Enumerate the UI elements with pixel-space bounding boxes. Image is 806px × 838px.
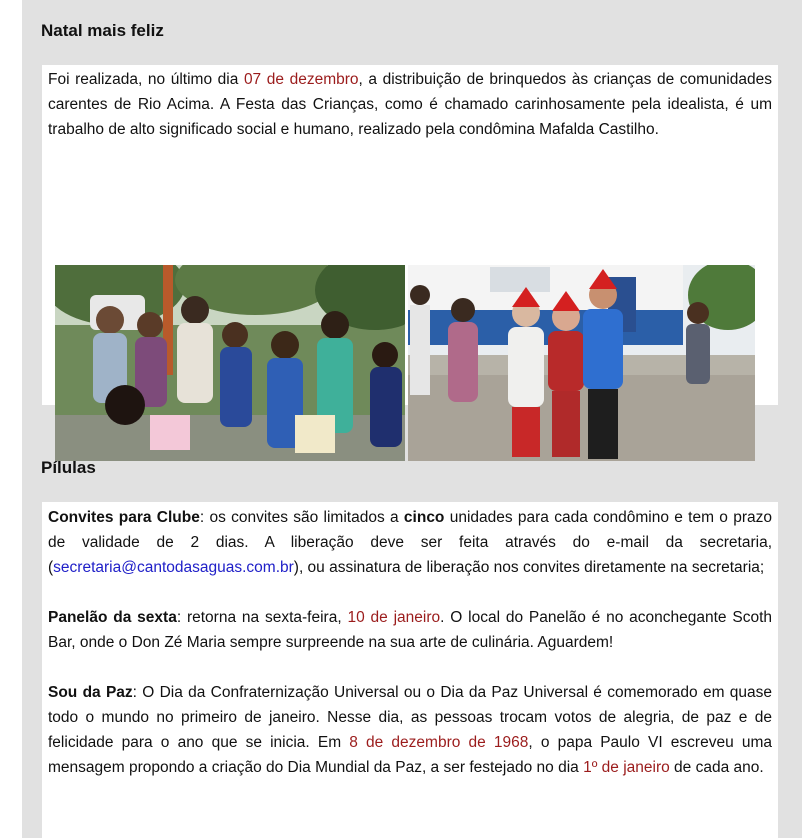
email-link[interactable]: secretaria@cantodasaguas.com.br bbox=[53, 559, 294, 576]
newsletter-page bbox=[22, 0, 802, 838]
panelao-date: 10 de janeiro bbox=[347, 609, 441, 626]
photo-santa-hats-image bbox=[408, 265, 755, 461]
photo-children-toys bbox=[55, 265, 405, 461]
paz-label: Sou da Paz bbox=[48, 684, 133, 701]
pilulas-box bbox=[42, 502, 778, 838]
natal-photos bbox=[55, 265, 755, 461]
section-title-natal: Natal mais feliz bbox=[41, 21, 164, 40]
section-title-pilulas: Pílulas bbox=[41, 458, 96, 477]
convites-label: Convites para Clube bbox=[48, 509, 200, 526]
pilula-panelao: Panelão da sexta: retorna na sexta-feira, 10 de janeiro. O local do Panelão é no aconchegante Scoth Bar, onde o Don Zé Maria sempre surpreende na sua arte de culinária. Aguardem! bbox=[48, 609, 772, 651]
photo-santa-hats bbox=[408, 265, 755, 461]
panelao-label: Panelão da sexta bbox=[48, 609, 177, 626]
natal-article-box bbox=[42, 65, 778, 405]
pilula-convites: Convites para Clube: os convites são limitados a cinco unidades para cada condômino e tem o prazo de validade de 2 dias. A liberação deve ser feita através do e-mail da secretaria, (secretaria@cantodasaguas.com.br), ou assinatura de liberação nos convites diretamente na secretaria; bbox=[48, 509, 772, 576]
photo-children-toys-image bbox=[55, 265, 405, 461]
paz-date: 8 de dezembro de 1968 bbox=[349, 734, 529, 751]
paz-date2: 1º de janeiro bbox=[583, 759, 670, 776]
pilula-paz: Sou da Paz: O Dia da Confraternização Universal ou o Dia da Paz Universal é comemorado em quase todo o mundo no primeiro de janeiro. Nesse dia, as pessoas trocam votos de alegria, de paz e de felicidade para o ano que se inicia. Em 8 de dezembro de 1968, o papa Paulo VI escreveu uma mensagem propondo a criação do Dia Mundial da Paz, a ser festejado no dia 1º de janeiro de cada ano. bbox=[48, 684, 773, 776]
natal-date: 07 de dezembro bbox=[243, 71, 359, 88]
natal-paragraph: Foi realizada, no último dia 07 de dezembro, a distribuição de brinquedos às crianças de comunidades carentes de Rio Acima. A Festa das Crianças, como é chamado carinhosamente pela idealista, é um trabalho de alto significado social e humano, realizado pela condômina Mafalda Castilho. bbox=[48, 71, 772, 138]
